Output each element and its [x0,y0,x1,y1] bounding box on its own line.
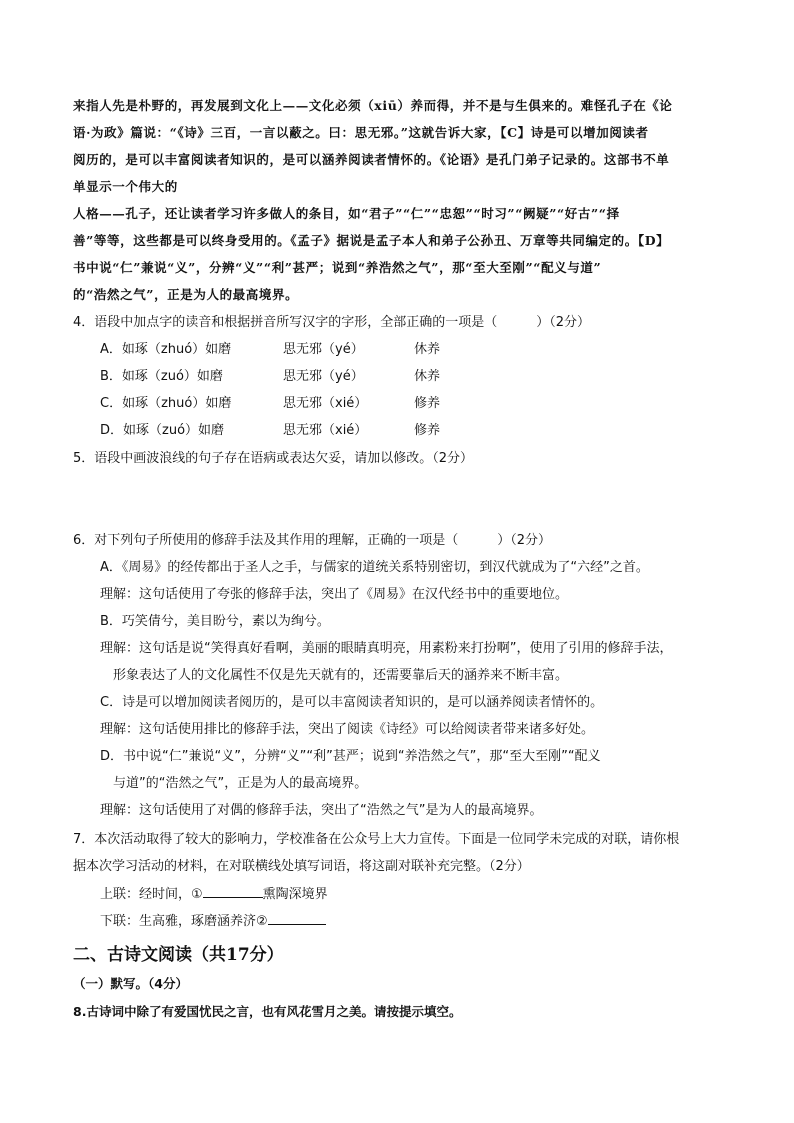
explanation-line: 理解：这句话使用了对偶的修辞手法，突出了“浩然之气”是为人的最高境界。 [100,803,543,818]
passage-line: 的“浩然之气”，正是为人的最高境界。 [73,287,299,302]
option-b-part3: 休养 [414,369,441,384]
couplet-lower [100,908,326,935]
passage-line: 书中说“仁”兼说“义”，分辨“义”“利”甚严；说到“养浩然之气”，那“至大至刚”“配义与道” [73,260,602,275]
option-line: B．巧笑倩兮，美目盼兮，素以为绚兮。 [100,614,330,629]
option-line: D．书中说“仁”兼说“义”，分辨“义”“利”甚严；说到“养浩然之气”，那“至大至刚”“配义 [100,749,601,764]
explanation-line: 理解：这句话使用排比的修辞手法，突出了阅读《诗经》可以给阅读者带来诸多好处。 [100,722,595,737]
explanation-line: 理解：这句话是说“笑得真好看啊，美丽的眼睛真明亮，用素粉来打扮啊”，使用了引用的修辞手法， [100,641,673,656]
option-c-part1: C．如琢（zhuó）如磨 [100,396,232,411]
option-a-part2: 思无邪（yé） [283,342,364,357]
passage-line: 来指人先是朴野的，再发展到文化上——文化必须（xiū）养而得，并不是与生俱来的。难怪孔子在《论 [73,98,673,113]
section-title: 二、古诗文阅读（共17分） [73,945,284,965]
option-c-part3: 修养 [414,396,441,411]
option-line: A．《周易》的经传都出于圣人之手，与儒家的道统关系特别密切，到汉代就成为了“六经”之首。 [100,560,649,575]
question-8-stem: 8.古诗词中除了有爱国忧民之言，也有风花雪月之美。请按提示填空。 [73,1004,462,1019]
passage-line: 人格——孔子，还让读者学习许多做人的条目，如“君子”“仁”“忠恕”“时习”“阙疑”“好古”“择 [73,206,620,221]
passage-line: 语·为政》篇说：“《诗》三百，一言以蔽之。曰：思无邪。”这就告诉大家，【C】诗是可以增加阅读者 [73,125,649,140]
blank-1[interactable] [203,881,263,898]
subsection-title: （一）默写。（4分） [73,976,188,991]
option-b-part2: 思无邪（yé） [283,369,364,384]
question-stem: 据本次学习活动的材料，在对联横线处填写词语，将这副对联补充完整。（2分） [73,859,530,874]
option-line: 与道”的“浩然之气”，正是为人的最高境界。 [113,776,368,791]
couplet-upper-suffix: 熏陶深境界 [262,887,328,902]
question-stem: 6．对下列句子所使用的修辞手法及其作用的理解，正确的一项是（ ）（2分） [73,533,552,548]
option-b-part1: B．如琢（zuó）如磨 [100,369,223,384]
explanation-line: 形象表达了人的文化属性不仅是先天就有的，还需要靠后天的涵养来不断丰富。 [113,668,569,683]
option-d-part2: 思无邪（xié） [283,423,368,438]
option-c-part2: 思无邪（xié） [283,396,368,411]
couplet-upper-prefix: 上联：经时间，① [100,887,203,902]
passage-line: 单显示一个伟大的 [73,179,178,194]
option-line: C．诗是可以增加阅读者阅历的，是可以丰富阅读者知识的，是可以涵养阅读者情怀的。 [100,695,604,710]
couplet-upper [100,881,328,908]
option-a-part3: 休养 [414,342,441,357]
passage-line: 善”等等，这些都是可以终身受用的。《孟子》据说是孟子本人和弟子公孙丑、万章等共同编定的。【D】 [73,233,670,248]
answer-space[interactable] [100,478,700,518]
explanation-line: 理解：这句话使用了夸张的修辞手法，突出了《周易》在汉代经书中的重要地位。 [100,587,569,602]
option-d-part1: D．如琢（zuó）如磨 [100,423,225,438]
couplet-lower-prefix: 下联：生高雅，琢磨涵养济② [100,914,268,929]
question-stem: 4．语段中加点字的读音和根据拼音所写汉字的字形，全部正确的一项是（ ）（2分） [73,315,591,330]
passage-line: 阅历的，是可以丰富阅读者知识的，是可以涵养阅读者情怀的。《论语》是孔门弟子记录的。这部书不单 [73,152,670,167]
option-a-part1: A．如琢（zhuó）如磨 [100,342,232,357]
blank-2[interactable] [268,908,326,925]
question-stem: 7．本次活动取得了较大的影响力，学校准备在公众号上大力宣传。下面是一位同学未完成的对联，请你根 [73,832,680,847]
question-5-stem: 5．语段中画波浪线的句子存在语病或表达欠妥，请加以修改。（2分） [73,451,474,466]
option-d-part3: 修养 [414,423,441,438]
